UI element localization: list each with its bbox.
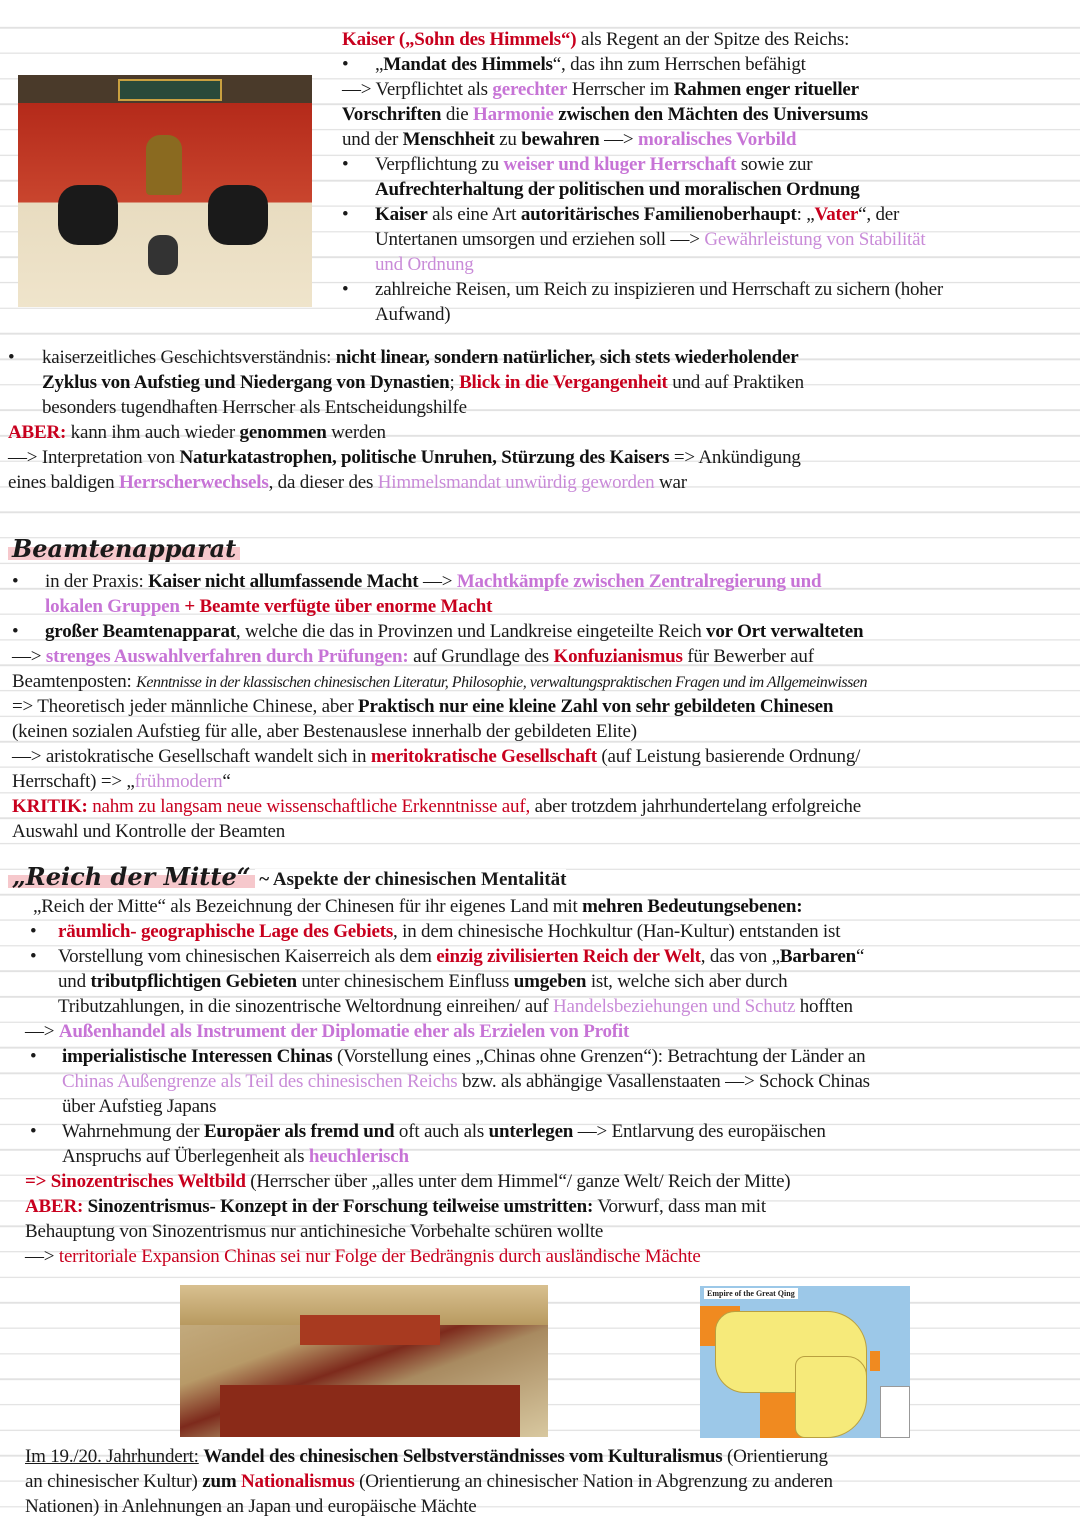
heading-title: „Reich der Mitte“: [8, 862, 255, 891]
text-run: —> Verpflichtet als: [342, 79, 493, 100]
text-run: Kaiser („Sohn des Himmels“): [342, 29, 577, 50]
text-line: [58, 970, 787, 994]
bullet-icon: •: [12, 571, 19, 592]
text-line: [58, 920, 840, 944]
text-run: gerechter: [492, 79, 568, 100]
text-run: Vorstellung vom chinesischen Kaiserreich als dem: [58, 946, 437, 967]
text-run: (Vorstellung eines „Chinas ohne Grenzen“): Betrachtung der Länder an: [332, 1046, 866, 1067]
text-line: [58, 945, 864, 969]
text-run: kaiserzeitliches Geschichtsverständnis:: [42, 347, 336, 368]
text-run: „Reich der Mitte“ als Bezeichnung der Chinesen für ihr eigenes Land mit: [33, 896, 583, 917]
text-line: [12, 745, 860, 769]
bullet-icon: •: [30, 1046, 37, 1067]
text-run: —> aristokratische Gesellschaft wandelt sich in: [12, 746, 371, 767]
section-heading-reich-der-mitte: [8, 862, 566, 891]
bullet-icon: •: [12, 621, 19, 642]
text-run: Praktisch nur eine kleine Zahl von sehr gebildeten Chinesen: [358, 696, 834, 717]
text-run: —>: [25, 1021, 59, 1042]
forbidden-city-painting: [180, 1285, 548, 1437]
text-line: [12, 795, 861, 819]
text-line: [12, 695, 833, 719]
text-run: Kenntnisse in der klassischen chinesischen Literatur, Philosophie, verwaltungspraktischen Fragen und im Allgemeinwissen: [136, 674, 867, 691]
text-run: Himmelsmandat unwürdig geworden: [377, 472, 655, 493]
text-run: meritokratische Gesellschaft: [370, 746, 597, 767]
text-run: ist, welche sich aber durch: [586, 971, 788, 992]
text-run: unterlegen: [488, 1121, 574, 1142]
text-line: [42, 371, 804, 395]
text-run: und auf Praktiken: [667, 372, 804, 393]
text-line: [12, 770, 231, 794]
text-run: Herrscherwechsels: [118, 472, 269, 493]
text-run: , das von „: [700, 946, 780, 967]
text-run: zu: [494, 129, 522, 150]
text-run: zum: [202, 1471, 242, 1492]
text-run: “: [222, 771, 231, 792]
text-run: Handelsbeziehungen und Schutz: [553, 996, 796, 1017]
text-run: Zyklus von Aufstieg und Niedergang von Dynastien: [42, 372, 450, 393]
text-run: Machtkämpfe zwischen Zentralregierung und: [456, 571, 822, 592]
text-run: „: [375, 54, 384, 75]
text-run: Europäer als fremd und: [203, 1121, 395, 1142]
text-line: [25, 1445, 828, 1469]
text-run: “, das ihn zum Herrschen befähigt: [552, 54, 806, 75]
text-run: Sinozentrismus- Konzept in der Forschung teilweise umstritten:: [83, 1196, 594, 1217]
text-run: (Herrscher über „alles unter dem Himmel“/ ganze Welt/ Reich der Mitte): [245, 1171, 791, 1192]
text-run: Kaiser nicht allumfassende Macht: [148, 571, 419, 592]
text-run: “: [856, 946, 865, 967]
text-line: [25, 1470, 833, 1494]
text-run: territoriale Expansion Chinas sei nur Folge der Bedrängnis durch ausländische Mächte: [58, 1246, 701, 1267]
text-line: [45, 620, 863, 644]
text-line: [342, 78, 859, 102]
text-line: [25, 1195, 766, 1219]
text-run: Vorschriften: [342, 104, 442, 125]
text-run: mehren Bedeutungsebenen:: [582, 896, 803, 917]
text-line: [42, 396, 467, 420]
text-run: ;: [449, 372, 460, 393]
text-line: [375, 253, 474, 277]
text-run: nicht linear, sondern natürlicher, sich stets wiederholender: [335, 347, 799, 368]
text-run: moralisches Vorbild: [637, 129, 797, 150]
text-run: Behauptung von Sinozentrismus nur antichinesiche Vorbehalte schüren wollte: [25, 1221, 604, 1242]
text-line: [25, 1245, 701, 1269]
text-line: [8, 471, 687, 495]
text-run: , in dem chinesische Hochkultur (Han-Kultur) entstanden ist: [393, 921, 841, 942]
text-run: ABER:: [8, 422, 67, 443]
text-line: [342, 103, 868, 127]
text-run: => Sinozentrisches Weltbild: [25, 1171, 246, 1192]
text-run: frühmodern: [134, 771, 223, 792]
text-run: Gewährleistung von Stabilität: [704, 229, 926, 250]
text-run: Außenhandel als Instrument der Diplomatie eher als Erzielen von Profit: [58, 1021, 630, 1042]
text-run: als Regent an der Spitze des Reichs:: [576, 29, 850, 50]
text-line: [12, 820, 285, 844]
bullet-icon: •: [30, 946, 37, 967]
text-run: Beamtenposten:: [12, 671, 137, 692]
bullet-icon: •: [342, 279, 349, 300]
text-line: [375, 53, 806, 77]
text-run: (Orientierung an chinesischer Nation in Abgrenzung zu anderen: [354, 1471, 833, 1492]
text-run: Barbaren: [779, 946, 857, 967]
emperor-court-painting: [18, 75, 312, 307]
text-run: Aufrechterhaltung der politischen und moralischen Ordnung: [375, 179, 860, 200]
text-run: , da dieser des: [268, 472, 378, 493]
text-run: Herrscher im: [567, 79, 674, 100]
text-run: eines baldigen: [8, 472, 119, 493]
text-run: an chinesischer Kultur): [25, 1471, 203, 1492]
text-run: autoritärisches Familienoberhaupt: [520, 204, 797, 225]
text-run: Verpflichtung zu: [375, 154, 504, 175]
text-run: Nationen) in Anlehnungen an Japan und europäische Mächte: [25, 1496, 477, 1517]
bullet-icon: •: [342, 54, 349, 75]
text-run: kann ihm auch wieder: [66, 422, 240, 443]
text-run: => Ankündigung: [669, 447, 801, 468]
text-run: Wahrnehmung der: [62, 1121, 204, 1142]
text-line: [12, 645, 814, 669]
text-run: Konfuzianismus: [553, 646, 683, 667]
text-run: einzig zivilisierten Reich der Welt: [436, 946, 701, 967]
text-line: [375, 153, 812, 177]
text-line: [375, 303, 450, 327]
text-run: die: [441, 104, 473, 125]
text-run: Vater: [814, 204, 859, 225]
text-run: Menschheit: [402, 129, 495, 150]
text-run: war: [654, 472, 687, 493]
text-run: nahm zu langsam neue wissenschaftliche Erkenntnisse auf,: [87, 796, 531, 817]
text-run: weiser und kluger Herrschaft: [503, 154, 737, 175]
text-line: [342, 28, 849, 52]
text-run: genommen: [239, 422, 327, 443]
text-run: Blick in die Vergangenheit: [459, 372, 668, 393]
text-line: [62, 1145, 409, 1169]
text-run: —>: [599, 129, 638, 150]
text-run: unter chinesischem Einfluss: [296, 971, 514, 992]
text-run: : „: [796, 204, 815, 225]
text-line: [45, 570, 821, 594]
text-run: großer Beamtenapparat: [45, 621, 236, 642]
text-run: Untertanen umsorgen und erziehen soll —>: [375, 229, 705, 250]
text-run: aber trotzdem jahrhundertelang erfolgreiche: [530, 796, 861, 817]
text-run: Im 19./20. Jahrhundert:: [25, 1446, 199, 1467]
text-run: bzw. als abhängige Vasallenstaaten —> Schock Chinas: [457, 1071, 870, 1092]
text-run: Herrschaft) => „: [12, 771, 135, 792]
text-run: (auf Leistung basierende Ordnung/: [596, 746, 861, 767]
text-run: KRITIK:: [12, 796, 88, 817]
text-run: strenges Auswahlverfahren durch Prüfungen:: [45, 646, 409, 667]
text-run: lokalen Gruppen: [45, 596, 180, 617]
text-line: [8, 446, 801, 470]
bullet-icon: •: [342, 204, 349, 225]
text-line: [25, 1170, 790, 1194]
text-run: (Orientierung: [722, 1446, 828, 1467]
text-line: [375, 278, 943, 302]
text-run: hofften: [795, 996, 853, 1017]
text-run: —>: [12, 646, 46, 667]
text-run: —> Interpretation von: [8, 447, 180, 468]
text-run: “, der: [858, 204, 900, 225]
text-run: imperialistische Interessen Chinas: [62, 1046, 333, 1067]
text-run: —>: [418, 571, 457, 592]
text-run: vor Ort verwalteten: [706, 621, 864, 642]
text-run: , welche die das in Provinzen und Landkreise eingeteilte Reich: [235, 621, 707, 642]
text-line: [25, 1020, 629, 1044]
bullet-icon: •: [30, 921, 37, 942]
text-line: [8, 421, 386, 445]
text-run: auf Grundlage des: [408, 646, 554, 667]
text-run: Wandel des chinesischen Selbstverständnisses vom Kulturalismus: [203, 1446, 723, 1467]
text-run: oft auch als: [394, 1121, 489, 1142]
text-run: umgeben: [513, 971, 587, 992]
text-run: (keinen sozialen Aufstieg für alle, aber Bestenauslese innerhalb der gebildeten Elite): [12, 721, 637, 742]
text-run: über Aufstieg Japans: [62, 1096, 217, 1117]
text-run: Kaiser: [375, 204, 428, 225]
text-run: —>: [25, 1246, 59, 1267]
text-run: Mandat des Himmels: [383, 54, 553, 75]
bullet-icon: •: [342, 154, 349, 175]
text-line: [12, 720, 637, 744]
text-line: [45, 595, 492, 619]
text-line: [375, 178, 860, 202]
text-line: [12, 670, 867, 694]
text-run: Chinas Außengrenze als Teil des chinesischen Reichs: [62, 1071, 458, 1092]
text-run: und der: [342, 129, 403, 150]
text-run: und: [58, 971, 91, 992]
bullet-icon: •: [30, 1121, 37, 1142]
text-line: [375, 203, 899, 227]
text-run: Auswahl und Kontrolle der Beamten: [12, 821, 286, 842]
text-run: tributpflichtigen Gebieten: [90, 971, 297, 992]
text-run: als eine Art: [427, 204, 521, 225]
text-line: [25, 1220, 603, 1244]
text-run: Naturkatastrophen, politische Unruhen, Stürzung des Kaisers: [179, 447, 670, 468]
text-run: zahlreiche Reisen, um Reich zu inspizieren und Herrschaft zu sichern (hoher: [375, 279, 943, 300]
text-line: [62, 1120, 826, 1144]
text-run: und Ordnung: [375, 254, 474, 275]
text-run: Anspruchs auf Überlegenheit als: [62, 1146, 309, 1167]
text-run: Rahmen enger ritueller: [673, 79, 859, 100]
text-run: in der Praxis:: [45, 571, 149, 592]
text-run: sowie zur: [736, 154, 813, 175]
text-run: Harmonie: [473, 104, 554, 125]
text-line: [375, 228, 925, 252]
text-run: + Beamte verfügte über enorme Macht: [179, 596, 493, 617]
heading-subtitle: ~ Aspekte der chinesischen Mentalität: [254, 869, 567, 890]
text-line: [58, 995, 853, 1019]
text-run: räumlich- geographische Lage des Gebiets: [58, 921, 394, 942]
text-run: Tributzahlungen, in die sinozentrische Weltordnung einreihen/ auf: [58, 996, 553, 1017]
text-run: => Theoretisch jeder männliche Chinese, aber: [12, 696, 359, 717]
qing-empire-map: [700, 1286, 910, 1438]
text-run: bewahren: [521, 129, 600, 150]
text-run: Vorwurf, dass man mit: [593, 1196, 766, 1217]
text-run: Nationalismus: [241, 1471, 355, 1492]
text-run: —> Entlarvung des europäischen: [573, 1121, 826, 1142]
text-line: [62, 1070, 870, 1094]
section-heading-beamtenapparat: Beamtenapparat: [8, 534, 240, 563]
text-line: [62, 1095, 216, 1119]
bullet-icon: •: [8, 347, 15, 368]
text-run: besonders tugendhaften Herrscher als Entscheidungshilfe: [42, 397, 467, 418]
text-line: [62, 1045, 865, 1069]
text-line: [42, 346, 798, 370]
text-line: [25, 1495, 477, 1519]
text-run: für Bewerber auf: [682, 646, 814, 667]
text-line: [33, 895, 802, 919]
text-line: [342, 128, 796, 152]
map-title: Empire of the Great Qing: [704, 1288, 798, 1299]
text-run: werden: [326, 422, 386, 443]
text-run: Aufwand): [375, 304, 451, 325]
text-run: zwischen den Mächten des Universums: [553, 104, 868, 125]
text-run: heuchlerisch: [308, 1146, 409, 1167]
text-run: ABER:: [25, 1196, 84, 1217]
